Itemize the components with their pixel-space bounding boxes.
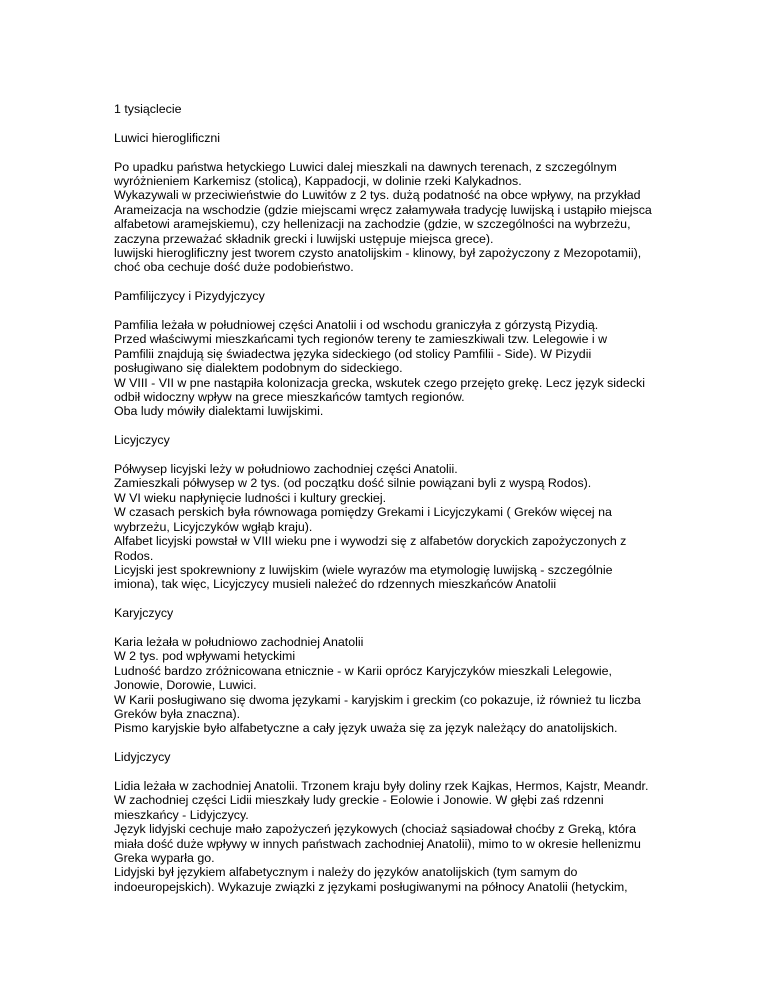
paragraph-licyjczycy: [114, 462, 654, 592]
section-heading-1-tysiaclecie: [114, 102, 654, 116]
text-line: Język lidyjski cechuje mało zapożyczeń językowych (chociaż sąsiadował choćby z Greką, która: [114, 822, 636, 837]
text-line: Rodos.: [114, 548, 154, 563]
text-line: Lidyjski był językiem alfabetycznym i należy do języków anatolijskich (tym samym do: [114, 865, 578, 880]
section-heading-karyjczycy: [114, 606, 654, 620]
text-line: choć oba cechuje dość duże podobieństwo.: [114, 260, 354, 275]
text-line: W 2 tys. pod wpływami hetyckimi: [114, 649, 296, 664]
text-line: Po upadku państwa hetyckiego Luwici dalej mieszkali na dawnych terenach, z szczególnym: [114, 159, 617, 174]
section-heading-pamfilijczycy: [114, 289, 654, 303]
text-line: Jonowie, Dorowie, Luwici.: [114, 678, 257, 693]
text-line: Zamieszkali półwysep w 2 tys. (od początku dość silnie powiązani byli z wyspą Rodos).: [114, 476, 592, 491]
text-line: Wykazywali w przeciwieństwie do Luwitów z 2 tys. dużą podatność na obce wpływy, na przykład: [114, 188, 641, 203]
text-line: Pamfilia leżała w południowej części Anatolii i od wschodu graniczyła z górzystą Pizydią.: [114, 318, 599, 333]
text-line: Pamfilijczycy i Pizydyjczycy: [114, 289, 265, 304]
text-line: Karyjczycy: [114, 606, 174, 621]
text-line: Alfabet licyjski powstał w VIII wieku pne i wywodzi się z alfabetów doryckich zapożyczonych z: [114, 534, 627, 549]
section-heading-luwici: [114, 131, 654, 145]
text-line: Lidia leżała w zachodniej Anatolii. Trzonem kraju były doliny rzek Kajkas, Hermos, Kajstr, Meandr.: [114, 778, 649, 793]
paragraph-lidyjczycy: [114, 779, 654, 894]
text-line: indoeuropejskich). Wykazuje związki z językami posługiwanymi na północy Anatolii (hetyckim,: [114, 879, 628, 894]
text-line: miała dość duże wpływy w innych państwach zachodniej Anatolii), mimo to w okresie hellenizmu: [114, 836, 641, 851]
paragraph-luwici: [114, 160, 654, 275]
text-line: 1 tysiąclecie: [114, 102, 182, 116]
text-line: wyróżnieniem Karkemisz (stolicą), Kappadocji, w dolinie rzeki Kalykadnos.: [114, 174, 522, 188]
text-line: Greka wyparła go.: [114, 850, 215, 865]
text-line: Arameizacja na wschodzie (gdzie miejscami wręcz załamywała tradycję luwijską i ustąpiło miejsca: [114, 202, 652, 217]
text-line: odbił widoczny wpływ na grece mieszkańców tamtych regionów.: [114, 390, 465, 405]
text-line: Pismo karyjskie było alfabetyczne a cały język uważa się za język należący do anatolijskich.: [114, 721, 618, 736]
section-heading-licyjczycy: [114, 433, 654, 447]
text-line: Półwysep licyjski leży w południowo zachodniej części Anatolii.: [114, 462, 458, 477]
text-line: Przed właściwymi mieszkańcami tych regionów tereny te zamieszkiwali tzw. Lelegowie i w: [114, 332, 608, 347]
text-line: luwijski hieroglificzny jest tworem czysto anatolijskim - klinowy, był zapożyczony z Mezopotamii),: [114, 246, 642, 261]
text-line: zaczyna przeważać składnik grecki i luwijski ustępuje miejsca grece).: [114, 231, 494, 246]
text-line: mieszkańcy - Lidyjczycy.: [114, 807, 249, 822]
text-line: W zachodniej części Lidii mieszkały ludy greckie - Eolowie i Jonowie. W głębi zaś rdzenni: [114, 793, 604, 808]
text-line: Licyjczycy: [114, 433, 170, 448]
document-page: [114, 102, 654, 909]
text-line: Licyjski jest spokrewniony z luwijskim (wiele wyrazów ma etymologię luwijską - szczególnie: [114, 562, 613, 577]
text-line: alfabetowi aramejskiemu), czy hellenizacji na zachodzie (gdzie, w szczególności na wybrzeżu,: [114, 217, 631, 232]
paragraph-karyjczycy: [114, 635, 654, 736]
text-line: Lidyjczycy: [114, 750, 171, 765]
text-line: W czasach perskich była równowaga pomiędzy Grekami i Licyjczykami ( Greków więcej na: [114, 505, 612, 520]
text-line: Oba ludy mówiły dialektami luwijskimi.: [114, 404, 324, 419]
paragraph-pamfilijczycy: [114, 318, 654, 419]
text-line: posługiwano się dialektem podobnym do sideckiego.: [114, 361, 403, 376]
text-line: W VI wieku napłynięcie ludności i kultury greckiej.: [114, 490, 387, 505]
text-line: Luwici hieroglificzni: [114, 130, 221, 145]
text-line: Greków była znaczna).: [114, 706, 241, 721]
text-line: Ludność bardzo zróżnicowana etnicznie - w Karii oprócz Karyjczyków mieszkali Lelegowie,: [114, 663, 612, 678]
section-heading-lidyjczycy: [114, 750, 654, 764]
text-line: Karia leżała w południowo zachodniej Anatolii: [114, 634, 364, 649]
text-line: wybrzeżu, Licyjczyków wgłąb kraju).: [114, 519, 313, 534]
text-line: W Karii posługiwano się dwoma językami - karyjskim i greckim (co pokazuje, iż również tu liczba: [114, 692, 641, 707]
text-line: imiona), tak więc, Licyjczycy musieli należeć do rdzennych mieszkańców Anatolii: [114, 577, 557, 592]
text-line: W VIII - VII w pne nastąpiła kolonizacja grecka, wskutek czego przejęto grekę. Lecz język sidecki: [114, 375, 645, 390]
text-line: Pamfilii znajdują się świadectwa języka sideckiego (od stolicy Pamfilii - Side). W Pizydii: [114, 346, 592, 361]
